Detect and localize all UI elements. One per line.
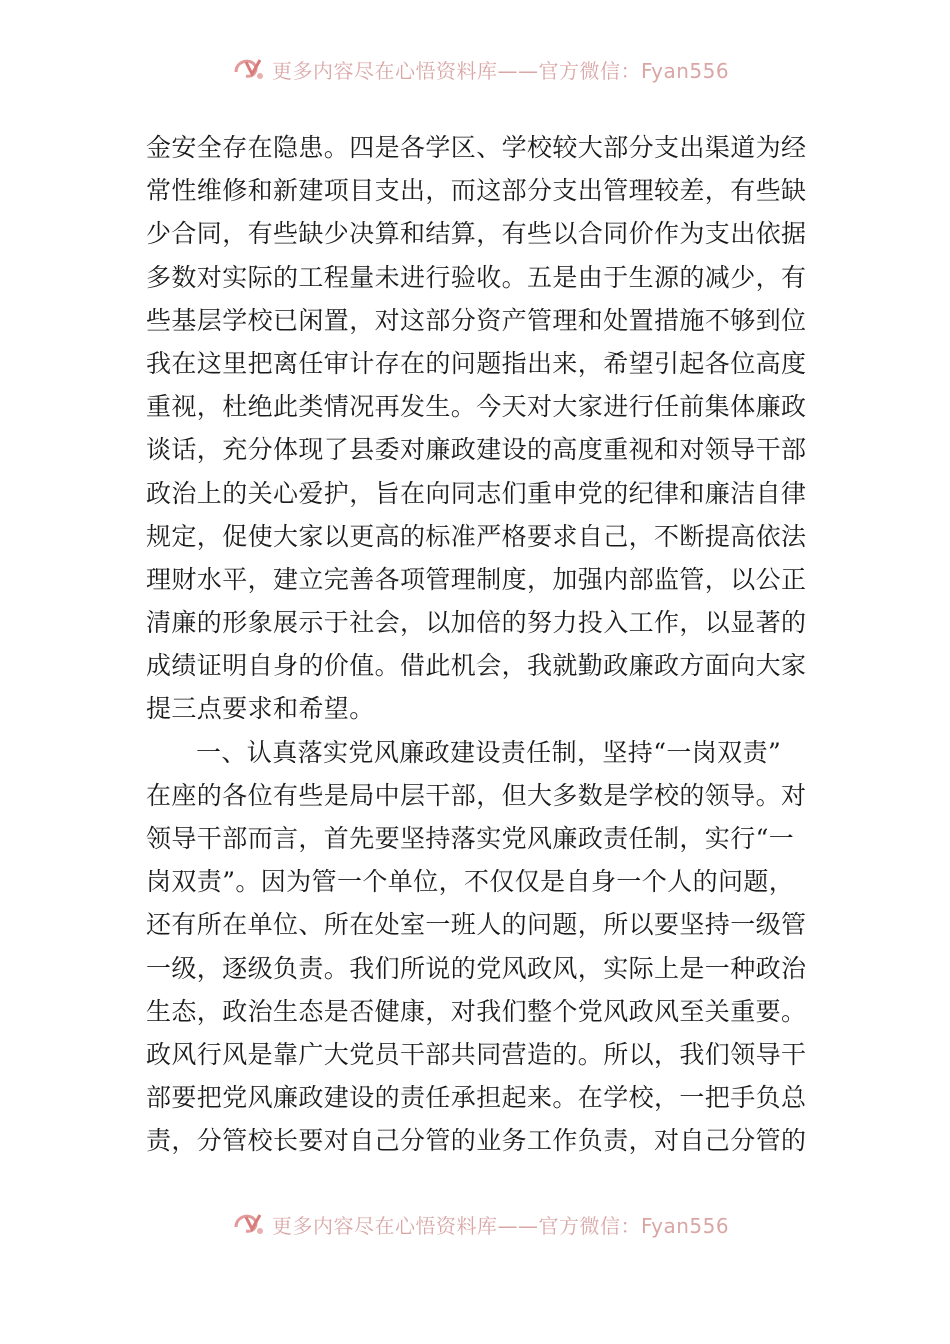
text-line: 常性维修和新建项目支出，而这部分支出管理较差，有些缺 <box>146 176 807 206</box>
text-line: 政治上的关心爱护，旨在向同志们重申党的纪律和廉洁自律 <box>146 478 807 508</box>
watermark-text: 更多内容尽在心悟资料库——官方微信：Fyan556 <box>272 1213 730 1238</box>
text-line: 岗双责”。因为管一个单位，不仅仅是自身一个人的问题， <box>146 867 795 897</box>
text-line: 我在这里把离任审计存在的问题指出来，希望引起各位高度 <box>146 348 807 378</box>
document-body <box>146 126 810 1163</box>
text-line: 清廉的形象展示于社会，以加倍的努力投入工作，以显著的 <box>146 608 807 638</box>
text-line: 提三点要求和希望。 <box>146 694 375 724</box>
watermark-logo-icon <box>232 54 266 84</box>
text-line: 重视，杜绝此类情况再发生。今天对大家进行任前集体廉政 <box>146 392 807 422</box>
section-heading: 一、认真落实党风廉政建设责任制，坚持“一岗双责” <box>196 737 782 767</box>
text-line: 规定，促使大家以更高的标准严格要求自己，不断提高依法 <box>146 521 807 551</box>
text-line: 些基层学校已闲置，对这部分资产管理和处置措施不够到位 <box>146 305 807 335</box>
footer-watermark <box>0 1205 950 1239</box>
text-line: 部要把党风廉政建设的责任承担起来。在学校，一把手负总 <box>146 1083 807 1113</box>
text-line: 领导干部而言，首先要坚持落实党风廉政责任制，实行“一 <box>146 824 795 853</box>
text-line: 成绩证明自身的价值。借此机会，我就勤政廉政方面向大家 <box>146 651 807 681</box>
text-line: 还有所在单位、所在处室一班人的问题，所以要坚持一级管 <box>146 910 807 940</box>
watermark-text: 更多内容尽在心悟资料库——官方微信：Fyan556 <box>272 58 730 83</box>
text-line: 责，分管校长要对自己分管的业务工作负责，对自己分管的 <box>146 1126 807 1156</box>
text-line: 一级，逐级负责。我们所说的党风政风，实际上是一种政治 <box>146 953 807 983</box>
header-watermark <box>0 50 950 84</box>
text-line: 理财水平，建立完善各项管理制度，加强内部监管，以公正 <box>146 564 807 594</box>
text-line: 少合同，有些缺少决算和结算，有些以合同价作为支出依据 <box>146 219 807 249</box>
text-line: 谈话，充分体现了县委对廉政建设的高度重视和对领导干部 <box>146 435 807 465</box>
text-line: 生态，政治生态是否健康，对我们整个党风政风至关重要。 <box>146 996 807 1026</box>
text-line: 多数对实际的工程量未进行验收。五是由于生源的减少，有 <box>146 262 807 292</box>
watermark-logo-icon <box>232 1209 266 1239</box>
text-line: 在座的各位有些是局中层干部，但大多数是学校的领导。对 <box>146 780 807 810</box>
text-line: 金安全存在隐患。四是各学区、学校较大部分支出渠道为经 <box>146 133 807 162</box>
text-line: 政风行风是靠广大党员干部共同营造的。所以，我们领导干 <box>146 1039 807 1069</box>
